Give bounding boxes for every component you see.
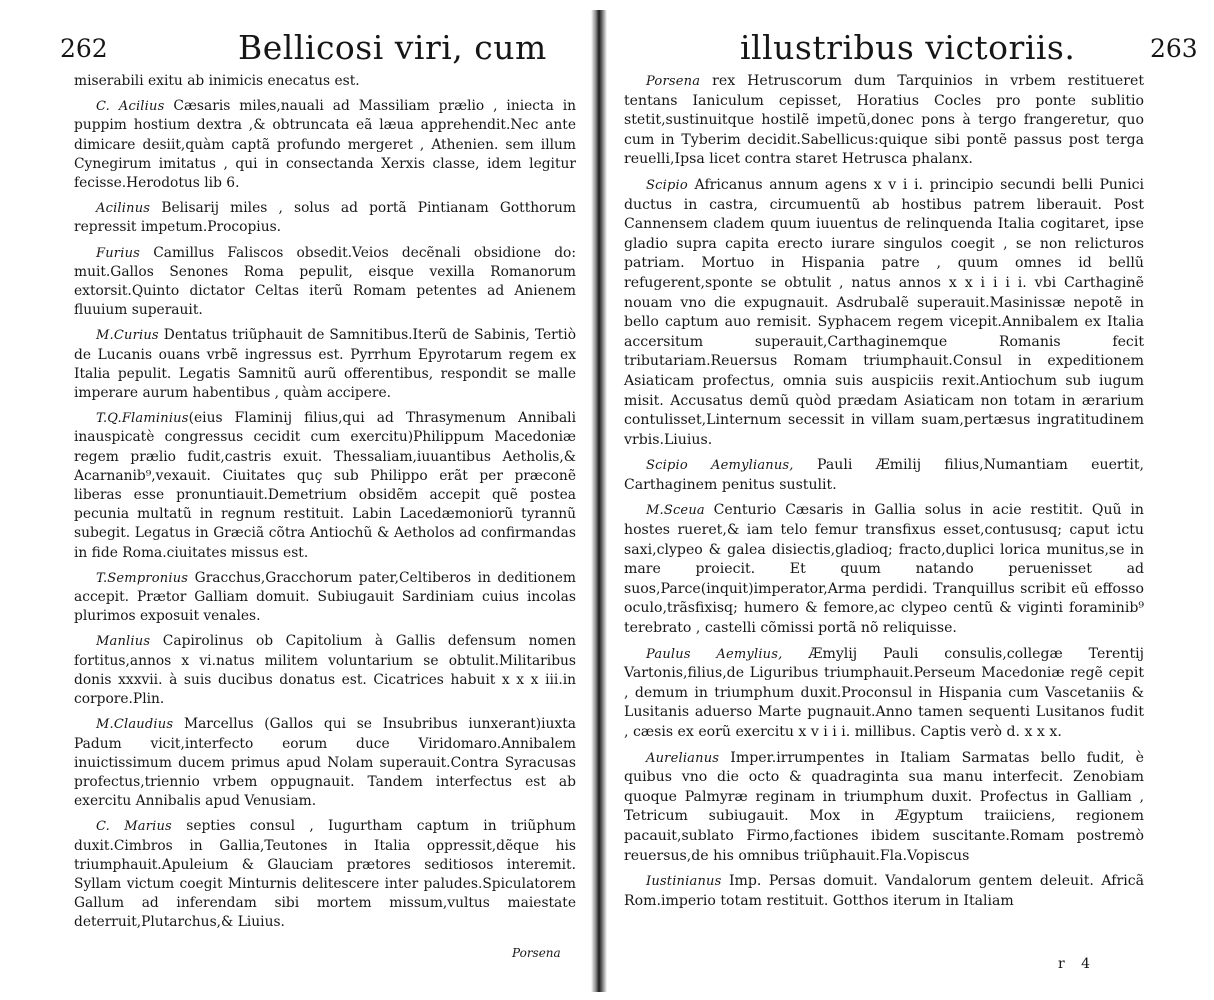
running-head-left: Bellicosi viri, cum: [238, 28, 547, 67]
entry-name: C. Acilius: [96, 99, 165, 115]
entry: [74, 326, 576, 403]
entry-text: Cæsaris miles,nauali ad Massiliam prælio , iniecta in puppim hostium dextra ,& obtruncata eã læua apprehendit.Nec ante dimicare desiit,quàm captã profundo mergeret , Athenien. sem illum Cynegirum imitatus , qui in consectanda Xerxis classe, idem legitur fecisse.Herodotus lib 6.: [74, 98, 577, 192]
entry-name: Acilinus: [96, 201, 151, 217]
entry-name: Manlius: [96, 634, 151, 650]
entry-name: Porsena: [646, 74, 701, 89]
entry: [624, 176, 1144, 450]
entry-text: Belisarij miles , solus ad portã Pintianam Gotthorum repressit impetum.Procopius.: [74, 200, 576, 236]
entry-text: Imp. Persas domuit. Vandalorum gentem deleuit. Africã Rom.imperio totam restituit. Gotthos iterum in Italiam: [624, 873, 1145, 909]
entry-text: Capirolinus ob Capitolium à Gallis defensum nomen fortitus,annos x vi.natus militem voluntarium se obtulit.Militaribus donis xxxvii. à suis ducibus donatus est. Cicatrices habuit x x x iii.in corpore.Plin.: [74, 633, 576, 708]
left-page: [0, 0, 596, 1000]
entry: [624, 501, 1144, 638]
entry-name: Iustinianus: [646, 874, 722, 890]
folio-right: 263: [1150, 34, 1198, 63]
entry: [74, 715, 576, 811]
entry-text: Centurio Cæsaris in Gallia solus in acie restitit. Quũ in hostes rueret,& iam telo femur transfixus esset,contususq; caput ictu saxi,clypeo & galea disiectis,gladioq; fracto,duplici lorica munitus,se in mare proiecit. Et quum natando peruenisset ad suos,Parce(inquit)imperator,Arma perdidi. Tranquillus scribit eũ effosso oculo,trãsfixisq; humero & femore,ac clypeo centũ & viginti foraminib⁹ terebrato , castelli cõmissi portã nõ reliquisse.: [624, 502, 1144, 637]
entry-text: Pauli Æmilij filius,Numantiam euertit, Carthaginem penitus sustulit.: [624, 457, 1144, 493]
entry-name: T.Q.Flaminius: [96, 411, 189, 427]
entry-name: C. Marius: [96, 819, 172, 835]
entry-text: Æmylij Pauli consulis,collegæ Terentij Vartonis,filius,de Liguribus triumphauit.Perseum Macedoniæ regẽ cepit , demum in triumphum duxit.Proconsul in Hispania cum Vascetaniis & Lusitanis aduerso Marte pugnauit.Anno tamen sequenti Lusitanos fudit , cæsis ex eorũ exercitu x v i i i. millibus. Captis verò d. x x x.: [624, 645, 1144, 740]
entry: [74, 409, 576, 563]
entry-text: Camillus Faliscos obsedit.Veios decẽnali obsidione do: muit.Gallos Senones Roma pepulit, eisque vexilla Romanorum extorsit.Quinto dictator Celtas iterũ Romam petentes ad Anienem fluuium superauit.: [74, 244, 576, 319]
left-text-block: [74, 72, 576, 939]
entry: [74, 244, 576, 321]
entry-text: Dentatus triũphauit de Samnitibus.Iterũ de Sabinis, Tertiò de Lucanis ouans vrbẽ ingressus est. Pyrrhum Epyrotarum regem ex Italia pepulit. Legatis Samnitũ aurũ offerentibus, respondit se malle imperare aurum habentibus , quàm accipere.: [74, 327, 577, 402]
entry-text: miserabili exitu ab inimicis enecatus est.: [74, 73, 360, 89]
entry-text: (eius Flaminij filius,qui ad Thrasymenum Annibali inauspicatè congressus cecidit cum exercitu)Philippum Macedoniæ regem prælio fudit,castris exuit. Thessaliam,iuuantibus Aetholis,& Acarnanib⁹,vexauit. Ciuitates quç sub Philippo erãt per præconẽ liberas esse pronuntiauit.Demetrium obsidẽm accepit quẽ postea pecunia multatũ in regnum restituit. Labin Lacedæmoniorũ tyrannũ subegit. Legatus in Græciã cõtra Antiochũ & Aetholos ad confirmandas in fide Roma.ciuitates missus est.: [74, 410, 576, 561]
entry: [624, 872, 1144, 911]
entry: [624, 456, 1144, 495]
entry-name: T.Sempronius: [96, 570, 189, 586]
entry-name: Scipio: [646, 177, 688, 193]
running-head-right: illustribus victoriis.: [740, 28, 1076, 67]
entry-name: M.Sceua: [646, 503, 705, 519]
folio-left: 262: [60, 34, 108, 63]
entry-name: Paulus Aemylius,: [646, 646, 783, 662]
right-page: [610, 0, 1214, 1000]
entry-text: Gracchus,Gracchorum pater,Celtiberos in deditionem accepit. Prætor Galliam domuit. Subiugauit Sardiniam cuius incolas plurimos exposuit venales.: [74, 569, 577, 625]
entry-name: Scipio Aemylianus,: [646, 458, 794, 474]
entry-name: M.Curius: [96, 328, 159, 344]
entry-text: rex Hetruscorum dum Tarquinios in vrbem restitueret tentans Ianiculum cepisset, Horatius Cocles pro ponte sublitio stetit,sustinuitque hostilẽ impetũ,donec pons à tergo frangeretur, quo cum in Tyberim decidit.Sabellicus:quique sibi pontẽ passus post terga reuelli,Ipsa licet contra staret Hetrusca phalanx.: [624, 73, 1144, 168]
entry-text: Africanus annum agens x v i i. principio secundi belli Punici ductus in castra, circumuentũ ab hostibus patrem liberauit. Post Cannensem cladem quum iuuentus de relinquenda Italia cogitaret, ipse gladio supra capita erecto iurare singulos coegit , se non relicturos patriam. Mortuo in Hispania patre , quum omnes id bellũ refugerent,sponte se obtulit , natus annos x x i i i i. vbi Carthaginẽ nouam vno die expugnauit. Asdrubalẽ superauit.Masinissæ nepotẽ in bello captum auo remisit. Syphacem regem vicepit.Annibalem ex Italia accersitum superauit,Carthaginemque Romanis fecit tributariam.Reuersus Romam triumphauit.Consul in expeditionem Asiaticam profectus, omnia suis auspiciis rexit.Antiochum sub iugum misit. Accusatus demũ quòd prædam Asiaticam non totam in ærarium contulisset,Linternum secessit in villam suam,pertæsus ingratitudinem vrbis.Liuius.: [624, 176, 1144, 448]
entry: [624, 72, 1144, 170]
entry: [74, 817, 576, 932]
entry: [74, 632, 576, 709]
catchword: Porsena: [512, 946, 561, 960]
entry-text: Imper.irrumpentes in Italiam Sarmatas bello fudit, è quibus vno die octo & quadraginta sua manu interfecit. Zenobiam quoque Palmyræ reginam in triumphum duxit. Profectus in Galliam , Tetricum subiugauit. Mox in Ægyptum traiiciens, regionem pacauit,sublato Firmo,factiones ibidem suscitante.Romam postremò reuersus,de his omnibus triũphauit.Fla.Vopiscus: [624, 749, 1144, 864]
entry: [624, 645, 1144, 743]
entry-name: M.Claudius: [96, 717, 174, 733]
entry-text: Marcellus (Gallos qui se Insubribus iunxerant)iuxta Padum vicit,interfecto eorum duce Viridomaro.Annibalem inuictissimum ducem primus apud Nolam superauit.Contra Syracusas profectus,triennio vrbem oppugnauit. Tandem interfectus est ab exercitu Annibalis apud Venusiam.: [74, 716, 576, 810]
book-gutter: [591, 10, 607, 992]
entry-text: septies consul , Iugurtham captum in triũphum duxit.Cimbros in Gallia,Teutones in Italia oppressit,dẽque his triumphauit.Apuleium & Glauciam prætores seditiosos interemit. Syllam victum coegit Minturnis delitescere inter paludes.Spiculatorem Gallum ad inferendam sibi mortem missum,vultus maiestate deterruit,Plutarchus,& Liuius.: [74, 818, 577, 931]
right-text-block: [624, 72, 1144, 917]
entry-continuation: [74, 72, 576, 91]
entry: [74, 199, 576, 237]
entry: [624, 749, 1144, 867]
entry-name: Furius: [96, 245, 141, 261]
entry: [74, 569, 576, 627]
signature-mark: r 4: [1058, 956, 1097, 972]
entry: [74, 97, 576, 193]
entry-name: Aurelianus: [646, 750, 720, 766]
